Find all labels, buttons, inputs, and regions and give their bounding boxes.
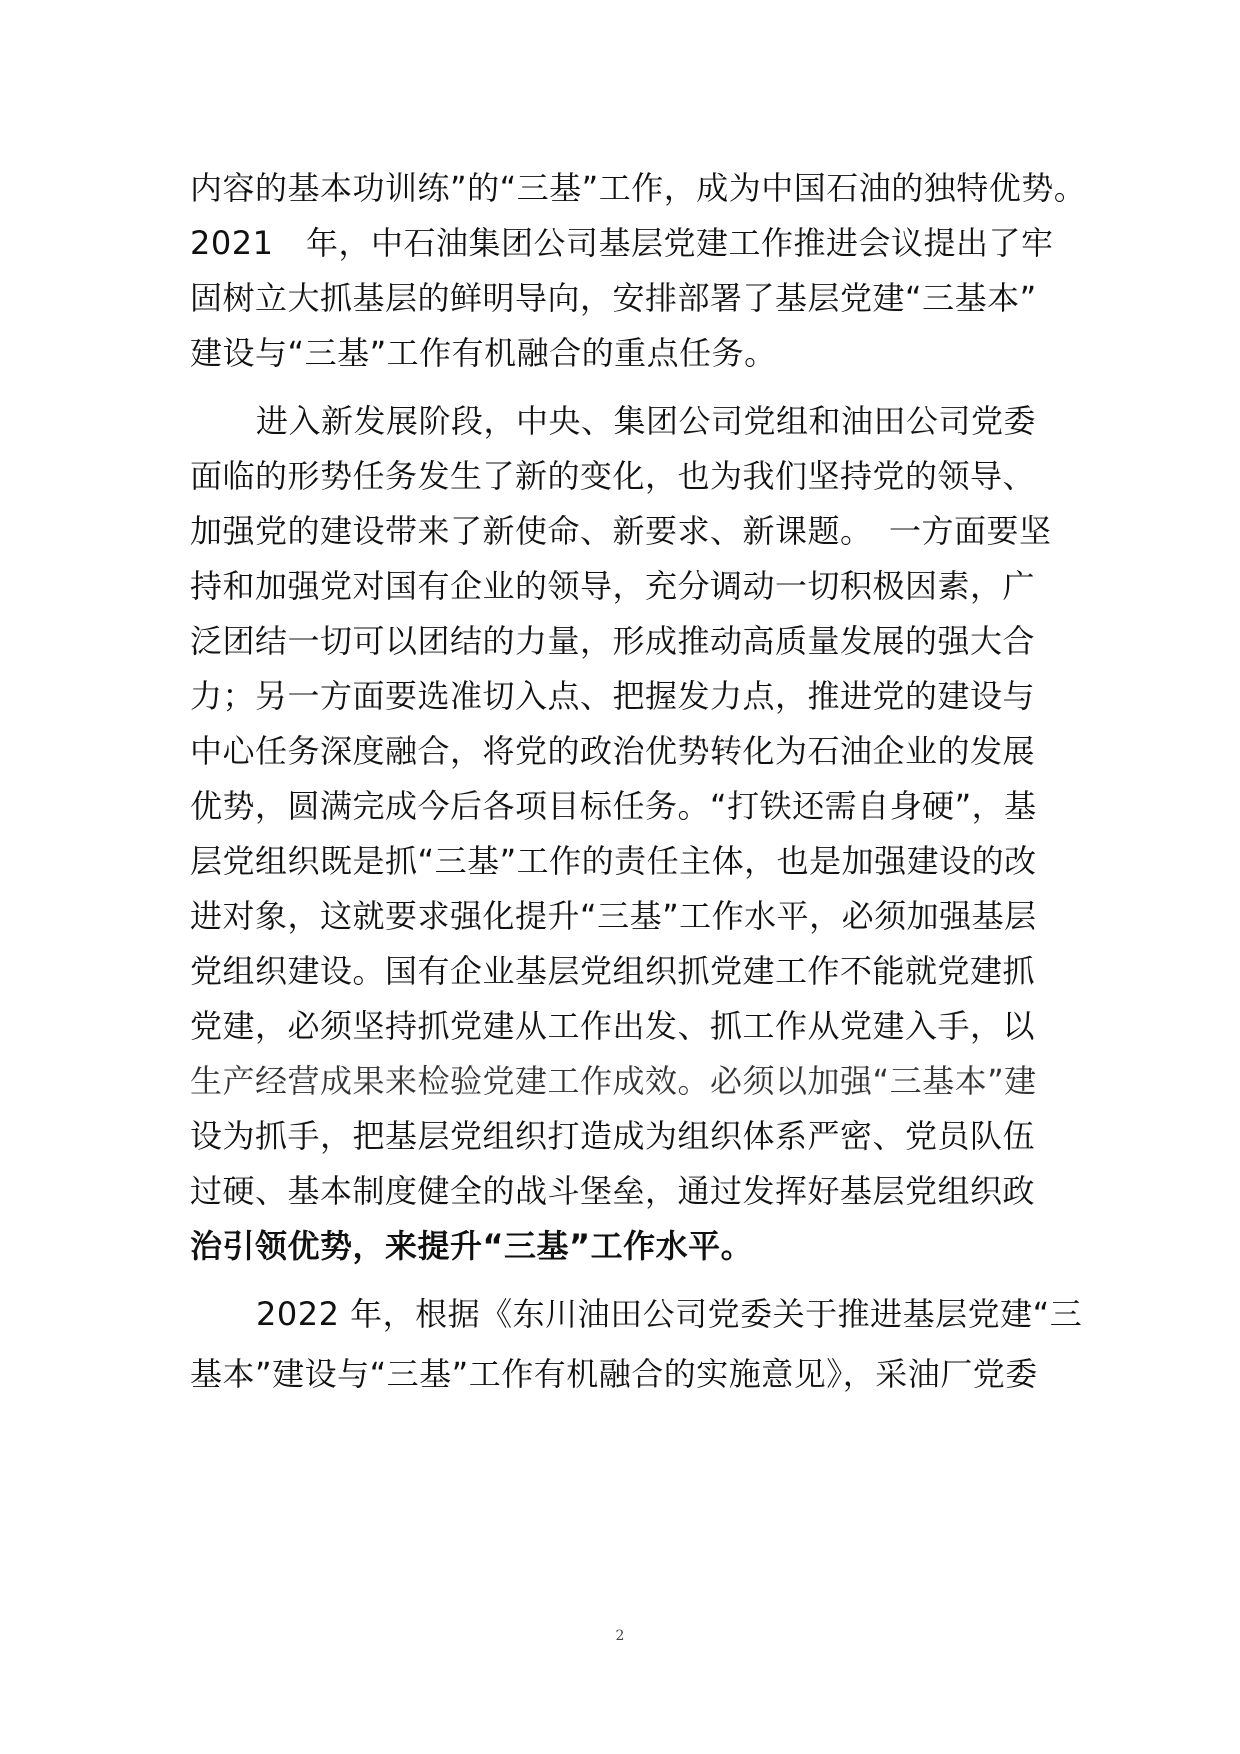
text-line-6: 面临的形势任务发生了新的变化，也为我们坚持党的领导、 bbox=[190, 457, 1036, 495]
text-line-18: 设为抓手，把基层党组织打造成为组织体系严密、党员队伍 bbox=[190, 1117, 1036, 1155]
text-line-3: 固树立大抓基层的鲜明导向，安排部署了基层党建“三基本” bbox=[190, 279, 1037, 317]
text-line-2: 2021 年，中石油集团公司基层党建工作推进会议提出了牢 bbox=[190, 224, 1054, 262]
text-line-4: 建设与“三基”工作有机融合的重点任务。 bbox=[190, 334, 777, 372]
text-line-11: 中心任务深度融合，将党的政治优势转化为石油企业的发展 bbox=[190, 732, 1036, 770]
text-line-7: 加强党的建设带来了新使命、新要求、新课题。 一方面要坚 bbox=[190, 512, 1052, 550]
text-line-16: 党建，必须坚持抓党建从工作出发、抓工作从党建入手，以 bbox=[190, 1007, 1036, 1045]
text-line-12: 优势，圆满完成今后各项目标任务。“打铁还需自身硬”，基 bbox=[190, 787, 1037, 825]
text-line-20: 治引领优势，来提升“三基”工作水平。 bbox=[190, 1227, 754, 1265]
text-line-13: 层党组织既是抓“三基”工作的责任主体，也是加强建设的改 bbox=[190, 842, 1037, 880]
text-line-10: 力；另一方面要选准切入点、把握发力点，推进党的建设与 bbox=[190, 677, 1036, 715]
paragraph-2-line-1: 进入新发展阶段，中央、集团公司党组和油田公司党委 bbox=[256, 402, 1037, 440]
text-line-1: 内容的基本功训练”的“三基”工作，成为中国石油的独特优势。 bbox=[190, 169, 1087, 207]
page-number: 2 bbox=[615, 1628, 625, 1644]
text-line-8: 持和加强党对国有企业的领导，充分调动一切积极因素，广 bbox=[190, 567, 1036, 605]
text-line-22: 基本”建设与“三基”工作有机融合的实施意见》，采油厂党委 bbox=[190, 1355, 1038, 1393]
text-line-19: 过硬、基本制度健全的战斗堡垒，通过发挥好基层党组织政 bbox=[190, 1172, 1036, 1210]
paragraph-3-line-1: 2022 年，根据《东川油田公司党委关于推进基层党建“三 bbox=[256, 1295, 1083, 1333]
text-line-15: 党组织建设。国有企业基层党组织抓党建工作不能就党建抓 bbox=[190, 952, 1036, 990]
text-line-14: 进对象，这就要求强化提升“三基”工作水平，必须加强基层 bbox=[190, 897, 1037, 935]
text-line-9: 泛团结一切可以团结的力量，形成推动高质量发展的强大合 bbox=[190, 622, 1036, 660]
text-line-17: 生产经营成果来检验党建工作成效。必须以加强“三基本”建 bbox=[190, 1062, 1037, 1100]
